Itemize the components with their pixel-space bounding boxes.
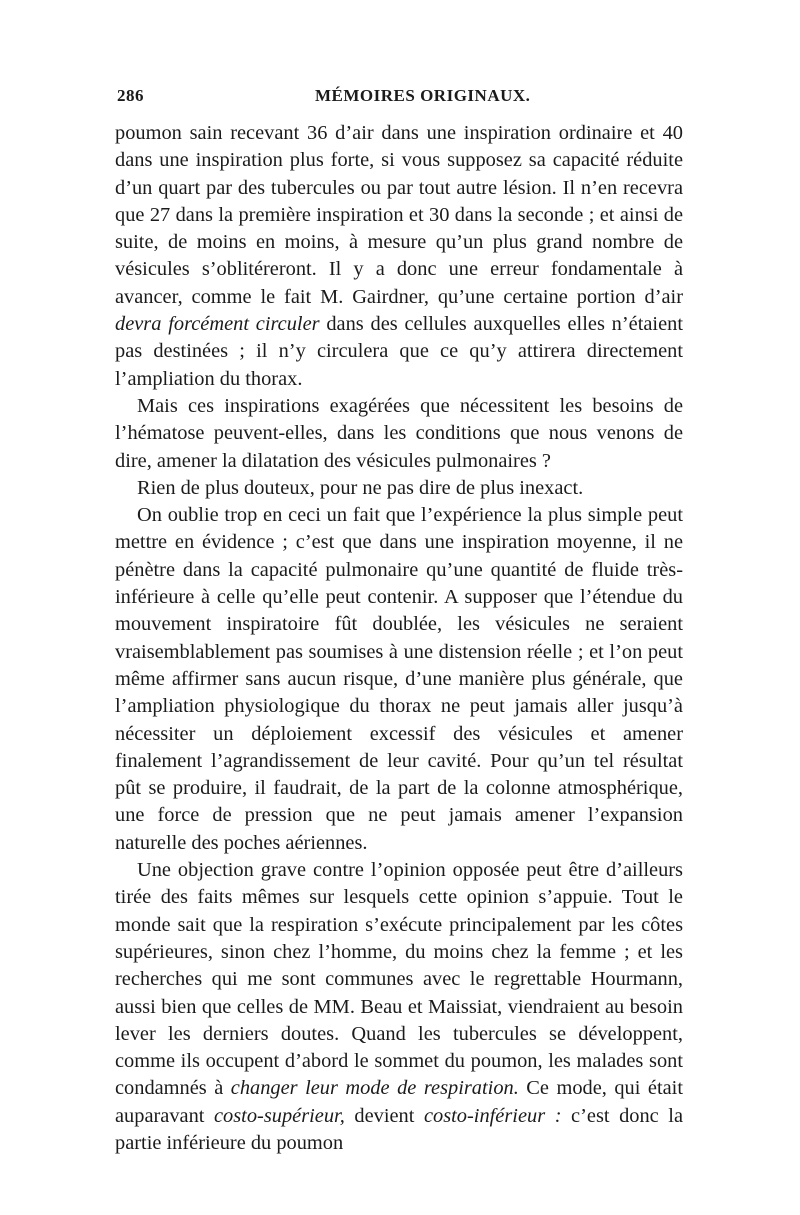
text-run: Une objection grave contre l’opinion opposée peut être d’ailleurs tirée des faits mêmes sur lesquels cette opinion s’appuie. Tout le monde sait que la respiration s’exécute principalement par les côtes supérieures, sinon chez l’homme, du moins chez la femme ; et les recherches qui me sont communes avec le regrettable Hourmann, aussi bien que celles de MM. Beau et Maissiat, viendraient au besoin lever les derniers doutes. Quand les tubercules se développent, comme ils occupent d’abord le sommet du poumon, les malades sont condamnés à: [115, 859, 683, 1100]
italic-text: costo-supérieur,: [214, 1104, 345, 1127]
text-run: Rien de plus douteux, pour ne pas dire de plus inexact.: [137, 476, 584, 499]
text-run: c’est donc la partie inférieure du poumon: [115, 1104, 684, 1154]
paragraph: [115, 475, 683, 502]
text-run: dans des cellules auxquelles elles n’étaient pas destinées ; il n’y circulera que ce qu’y attirera directement l’ampliation du thorax.: [115, 313, 683, 390]
italic-text: changer leur mode de respiration.: [230, 1077, 519, 1100]
page-number: 286: [117, 86, 144, 105]
body-text: [115, 120, 683, 1157]
text-run: Ce mode, qui était auparavant: [115, 1077, 683, 1127]
paragraph: [115, 502, 683, 857]
text-run: devient: [344, 1104, 424, 1127]
paragraph: [115, 857, 683, 1157]
italic-text: costo-inférieur :: [423, 1104, 562, 1127]
running-header: [115, 86, 685, 116]
paragraph: [115, 120, 683, 393]
text-run: Mais ces inspirations exagérées que nécessitent les besoins de l’hématose peuvent-elles, dans les conditions que nous venons de dire, amener la dilatation des vésicules pulmonaires ?: [115, 394, 683, 472]
running-title: MÉMOIRES ORIGINAUX.: [315, 86, 531, 105]
paragraph: [115, 393, 683, 475]
text-run: On oublie trop en ceci un fait que l’expérience la plus simple peut mettre en évidence ; c’est que dans une inspiration moyenne, il ne pénètre dans la capacité pulmonaire qu’une quantité de fluide très-inférieure à celle qu’elle peut contenir. A supposer que l’étendue du mouvement inspiratoire fût doublée, les vésicules ne seraient vraisemblablement pas soumises à une distension réelle ; et l’on peut même affirmer sans aucun risque, d’une manière plus générale, que l’ampliation physiologique du thorax ne peut jamais aller jusqu’à nécessiter un déploiement excessif des vésicules et amener finalement l’agrandissement de leur cavité. Pour qu’un tel résultat pût se produire, il faudrait, de la part de la colonne atmosphérique, une force de pression que ne peut jamais amener l’expansion naturelle des poches aériennes.: [115, 504, 683, 854]
text-run: poumon sain recevant 36 d’air dans une inspiration ordinaire et 40 dans une inspiration plus forte, si vous supposez sa capacité réduite d’un quart par des tubercules ou par tout autre lésion. Il n’en recevra que 27 dans la première inspiration et 30 dans la seconde ; et ainsi de suite, de moins en moins, à mesure qu’un plus grand nombre de vésicules s’oblitéreront. Il y a donc une erreur fondamentale à avancer, comme le fait M. Gairdner, qu’une certaine portion d’air: [115, 122, 683, 308]
italic-text: devra forcément circuler: [115, 313, 320, 336]
